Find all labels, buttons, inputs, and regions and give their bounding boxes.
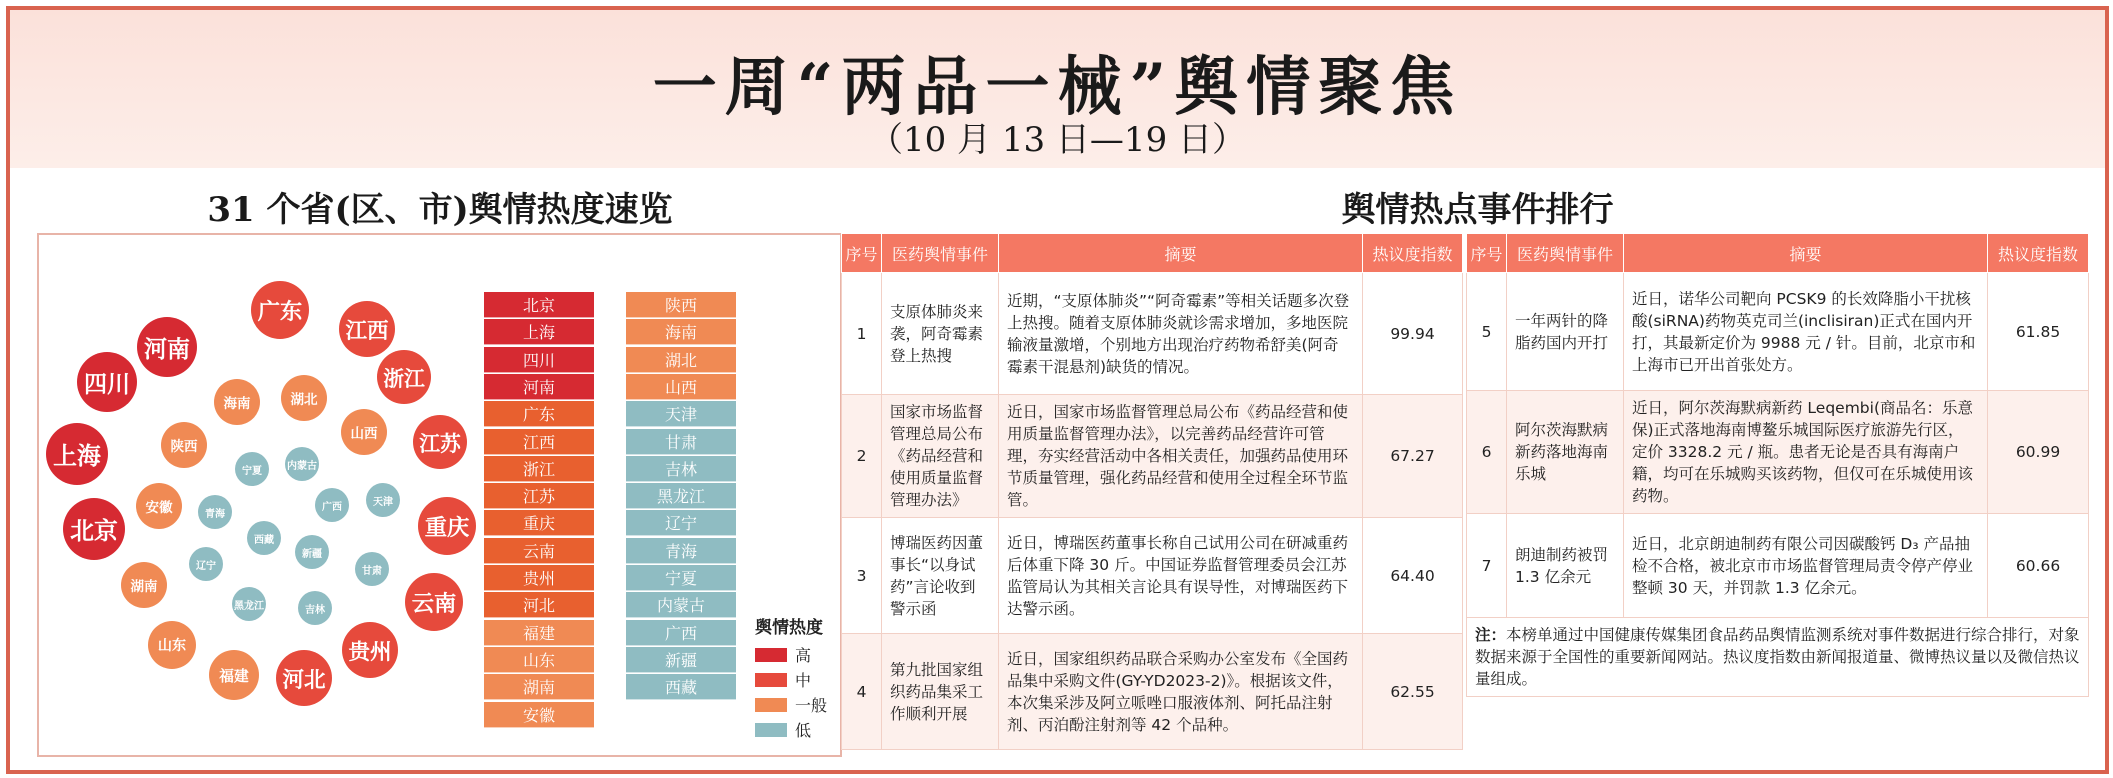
legend-label: 一般 — [795, 696, 828, 715]
province-bubble: 辽宁 — [189, 547, 223, 581]
province-rank-item: 云南 — [484, 538, 594, 564]
province-rank-item: 广东 — [484, 401, 594, 427]
note-label: 注： — [1475, 625, 1507, 644]
legend-swatch — [755, 673, 787, 687]
table-row — [842, 395, 1463, 518]
col-index: 热议度指数 — [1988, 234, 2089, 273]
event-no: 7 — [1467, 514, 1507, 618]
table-row — [1467, 514, 2089, 618]
event-index: 67.27 — [1363, 395, 1463, 518]
province-rank-item: 四川 — [484, 347, 594, 373]
province-bubble: 新疆 — [295, 535, 329, 569]
province-bubble: 浙江 — [377, 350, 431, 404]
table-row — [842, 634, 1463, 750]
province-rank-item: 湖北 — [626, 347, 736, 373]
province-bubble: 上海 — [46, 423, 108, 485]
table-row — [842, 518, 1463, 634]
province-bubble: 海南 — [214, 379, 260, 425]
province-rank-item: 天津 — [626, 401, 736, 427]
table-note — [1467, 618, 2089, 697]
province-bubble: 广西 — [315, 488, 349, 522]
event-no: 6 — [1467, 391, 1507, 514]
province-bubble: 西藏 — [247, 521, 281, 555]
event-summary: 近期，“支原体肺炎”“阿奇霉素”等相关话题多次登上热搜。随着支原体肺炎就诊需求增加，多地医院输液量激增，个别地方出现治疗药物希舒美(阿奇霉素干混悬剂)缺货的情况。 — [999, 273, 1363, 395]
event-summary: 近日，国家市场监督管理总局公布《药品经营和使用质量监督管理办法》，以完善药品经营许可管理，夯实经营活动中各相关责任，加强药品使用环节质量管理，强化药品经营和使用全过程全环节监管。 — [999, 395, 1363, 518]
province-bubble: 江西 — [339, 301, 395, 357]
legend-title: 舆情热度 — [755, 618, 823, 638]
province-rank-item: 广西 — [626, 620, 736, 646]
legend-item — [755, 693, 827, 716]
province-rank-item: 河北 — [484, 592, 594, 618]
event-title: 一年两针的降脂药国内开打 — [1507, 273, 1624, 391]
province-bubble: 宁夏 — [235, 452, 269, 486]
province-bubble: 北京 — [63, 498, 125, 560]
event-no: 3 — [842, 518, 882, 634]
legend-label: 中 — [795, 671, 812, 690]
legend-swatch — [755, 648, 787, 662]
legend-swatch — [755, 723, 787, 737]
event-no: 2 — [842, 395, 882, 518]
event-index: 60.66 — [1988, 514, 2089, 618]
event-index: 64.40 — [1363, 518, 1463, 634]
province-bubble: 重庆 — [418, 497, 476, 555]
col-summary: 摘要 — [999, 234, 1363, 273]
province-bubble: 云南 — [405, 573, 463, 631]
event-title: 国家市场监督管理总局公布《药品经营和使用质量监督管理办法》 — [882, 395, 999, 518]
province-rank-item: 浙江 — [484, 456, 594, 482]
province-rank-item: 山西 — [626, 374, 736, 400]
legend-label: 低 — [795, 721, 812, 740]
header-banner — [10, 10, 2105, 168]
col-index: 热议度指数 — [1363, 234, 1463, 273]
province-bubble: 湖北 — [281, 375, 327, 421]
col-no: 序号 — [842, 234, 882, 273]
col-summary: 摘要 — [1624, 234, 1988, 273]
province-rank-item: 江苏 — [484, 483, 594, 509]
legend-item — [755, 643, 811, 666]
event-title: 博瑞医药因董事长“以身试药”言论收到警示函 — [882, 518, 999, 634]
table-row — [842, 273, 1463, 395]
province-bubble: 吉林 — [298, 591, 332, 625]
province-section-title: 31 个省(区、市)舆情热度速览 — [207, 190, 673, 230]
province-bubble: 河南 — [137, 317, 197, 377]
event-summary: 近日，诺华公司靶向 PCSK9 的长效降脂小干扰核酸(siRNA)药物英克司兰(inclisiran)正式在国内开打，其最新定价为 9988 元 / 针。目前，北京市和上海市已开出首张处方。 — [1624, 273, 1988, 391]
event-summary: 近日，博瑞医药董事长称自己试用公司在研减重药后体重下降 30 斤。中国证券监督管理委员会江苏监管局认为其相关言论具有误导性，对博瑞医药下达警示函。 — [999, 518, 1363, 634]
note-text: 本榜单通过中国健康传媒集团食品药品舆情监测系统对事件数据进行综合排行，对象数据来源于全国性的重要新闻网站。热议度指数由新闻报道量、微博热议量以及微信热议量组成。 — [1475, 626, 2080, 688]
province-bubble: 内蒙古 — [285, 447, 319, 481]
province-rank-item: 青海 — [626, 538, 736, 564]
province-rank-item: 新疆 — [626, 647, 736, 673]
province-rank-item: 黑龙江 — [626, 483, 736, 509]
event-title: 朗迪制药被罚 1.3 亿余元 — [1507, 514, 1624, 618]
page-title: 一周“两品一械”舆情聚焦 — [652, 50, 1463, 125]
event-no: 5 — [1467, 273, 1507, 391]
province-bubble: 广东 — [251, 281, 309, 339]
poster-frame — [6, 6, 2109, 774]
province-bubble: 甘肃 — [355, 552, 389, 586]
province-bubble: 山西 — [341, 409, 387, 455]
province-rank-item: 上海 — [484, 319, 594, 345]
province-rank-item: 甘肃 — [626, 429, 736, 455]
legend-item — [755, 718, 811, 741]
province-rank-item: 安徽 — [484, 702, 594, 728]
province-rank-item: 内蒙古 — [626, 592, 736, 618]
province-bubble: 河北 — [276, 650, 332, 706]
province-rank-item: 湖南 — [484, 674, 594, 700]
legend-label: 高 — [795, 646, 812, 665]
event-summary: 近日，阿尔茨海默病新药 Leqembi(商品名：乐意保)正式落地海南博鳌乐城国际医疗旅游先行区，定价 3328.2 元 / 瓶。患者无论是否具有海南户籍，均可在乐城购买该药物，但仅可在乐城使用该药物。 — [1624, 391, 1988, 514]
event-summary: 近日，国家组织药品联合采购办公室发布《全国药品集中采购文件(GY-YD2023-2)》。根据该文件，本次集采涉及阿立哌唑口服液体剂、阿托品注射剂、丙泊酚注射剂等 42 个品种。 — [999, 634, 1363, 750]
event-summary: 近日，北京朗迪制药有限公司因碳酸钙 D₃ 产品抽检不合格，被北京市市场监督管理局责令停产停业整顿 30 天，并罚款 1.3 亿余元。 — [1624, 514, 1988, 618]
event-index: 62.55 — [1363, 634, 1463, 750]
province-bubble: 安徽 — [136, 483, 182, 529]
province-bubble: 青海 — [198, 495, 232, 529]
province-bubble: 黑龙江 — [232, 587, 266, 621]
col-no: 序号 — [1467, 234, 1507, 273]
events-table-left — [841, 233, 1463, 750]
table-row — [1467, 273, 2089, 391]
province-rank-item: 海南 — [626, 319, 736, 345]
province-rank-item: 贵州 — [484, 565, 594, 591]
col-event: 医药舆情事件 — [882, 234, 999, 273]
province-rank-item: 河南 — [484, 374, 594, 400]
province-bubble: 山东 — [148, 621, 196, 669]
province-rank-item: 陕西 — [626, 292, 736, 318]
province-bubble: 贵州 — [342, 622, 398, 678]
province-heat-panel — [37, 233, 842, 757]
province-bubble: 四川 — [77, 352, 137, 412]
event-index: 60.99 — [1988, 391, 2089, 514]
province-bubble: 福建 — [209, 650, 259, 700]
event-no: 4 — [842, 634, 882, 750]
province-rank-item: 吉林 — [626, 456, 736, 482]
province-rank-item: 西藏 — [626, 674, 736, 700]
events-table-right — [1466, 233, 2089, 697]
event-title: 支原体肺炎来袭，阿奇霉素登上热搜 — [882, 273, 999, 395]
event-index: 61.85 — [1988, 273, 2089, 391]
province-rank-item: 江西 — [484, 429, 594, 455]
province-rank-item: 福建 — [484, 620, 594, 646]
events-section-title: 舆情热点事件排行 — [1341, 190, 1614, 230]
legend-item — [755, 668, 811, 691]
table-row — [1467, 391, 2089, 514]
date-range: （10 月 13 日—19 日） — [868, 120, 1247, 160]
province-rank-item: 重庆 — [484, 510, 594, 536]
province-rank-item: 山东 — [484, 647, 594, 673]
col-event: 医药舆情事件 — [1507, 234, 1624, 273]
province-rank-item: 宁夏 — [626, 565, 736, 591]
event-title: 阿尔茨海默病新药落地海南乐城 — [1507, 391, 1624, 514]
event-no: 1 — [842, 273, 882, 395]
province-rank-item: 辽宁 — [626, 510, 736, 536]
event-title: 第九批国家组织药品集采工作顺利开展 — [882, 634, 999, 750]
province-rank-item: 北京 — [484, 292, 594, 318]
province-bubble: 陕西 — [161, 422, 207, 468]
legend-swatch — [755, 698, 787, 712]
province-bubble: 天津 — [366, 483, 400, 517]
province-bubble: 江苏 — [413, 415, 467, 469]
province-bubble: 湖南 — [121, 562, 167, 608]
event-index: 99.94 — [1363, 273, 1463, 395]
